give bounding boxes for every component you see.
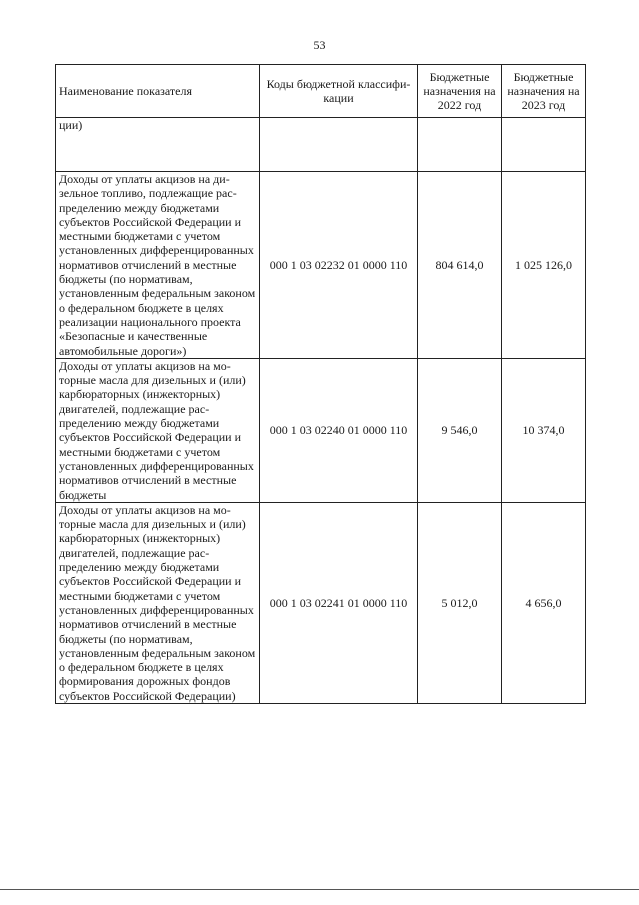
amount-2022-cell: 804 614,0 [418,172,502,359]
header-row [56,65,586,118]
budget-code-cell: 000 1 03 02241 01 0000 110 [260,502,418,703]
table-row [56,172,586,359]
amount-2022-cell: 9 546,0 [418,358,502,502]
amount-2022-cell [418,118,502,172]
amount-2023-cell: 1 025 126,0 [502,172,586,359]
indicator-name-cell: Доходы от уплаты акцизов на дизельное топливо, подлежащие распределению между бюджетами субъектов Российской Федерации и местными бюджетами с учетом установленных дифференцированных нормативов отчислений в местные бюджеты (по нормативам, установленным федеральным законом о федеральном бюджете в целях реализации национального проекта «Безопасные и качественные автомобильные дороги») [56,172,260,359]
budget-code-cell: 000 1 03 02240 01 0000 110 [260,358,418,502]
indicator-name-cell: Доходы от уплаты акцизов на моторные масла для дизельных и (или) карбюраторных (инжекторных) двигателей, подлежащие распределению между бюджетами субъектов Российской Федерации и местными бюджетами с учетом установленных дифференцированных нормативов отчислений в местные бюджеты [56,358,260,502]
header-budget-2022: Бюджетные назначения на 2022 год [418,65,502,118]
budget-code-cell: 000 1 03 02232 01 0000 110 [260,172,418,359]
table-row [56,118,586,172]
budget-code-cell [260,118,418,172]
bottom-rule [0,889,639,890]
budget-table [55,64,586,704]
table-row [56,358,586,502]
amount-2023-cell: 10 374,0 [502,358,586,502]
amount-2022-cell: 5 012,0 [418,502,502,703]
indicator-name-cell: Доходы от уплаты акцизов на моторные масла для дизельных и (или) карбюраторных (инжекторных) двигателей, подлежащие распределению между бюджетами субъектов Российской Федерации и местными бюджетами с учетом установленных дифференцированных нормативов отчислений в местные бюджеты (по нормативам, установленным федеральным законом о федеральном бюджете в целях формирования дорожных фондов субъектов Российской Федерации) [56,502,260,703]
amount-2023-cell [502,118,586,172]
header-budget-code: Коды бюджетной классификации [260,65,418,118]
page-number: 53 [313,38,326,52]
table-row [56,502,586,703]
header-indicator-name: Наименование показателя [56,65,260,118]
indicator-name-cell: ции) [56,118,260,172]
amount-2023-cell: 4 656,0 [502,502,586,703]
header-budget-2023: Бюджетные назначения на 2023 год [502,65,586,118]
